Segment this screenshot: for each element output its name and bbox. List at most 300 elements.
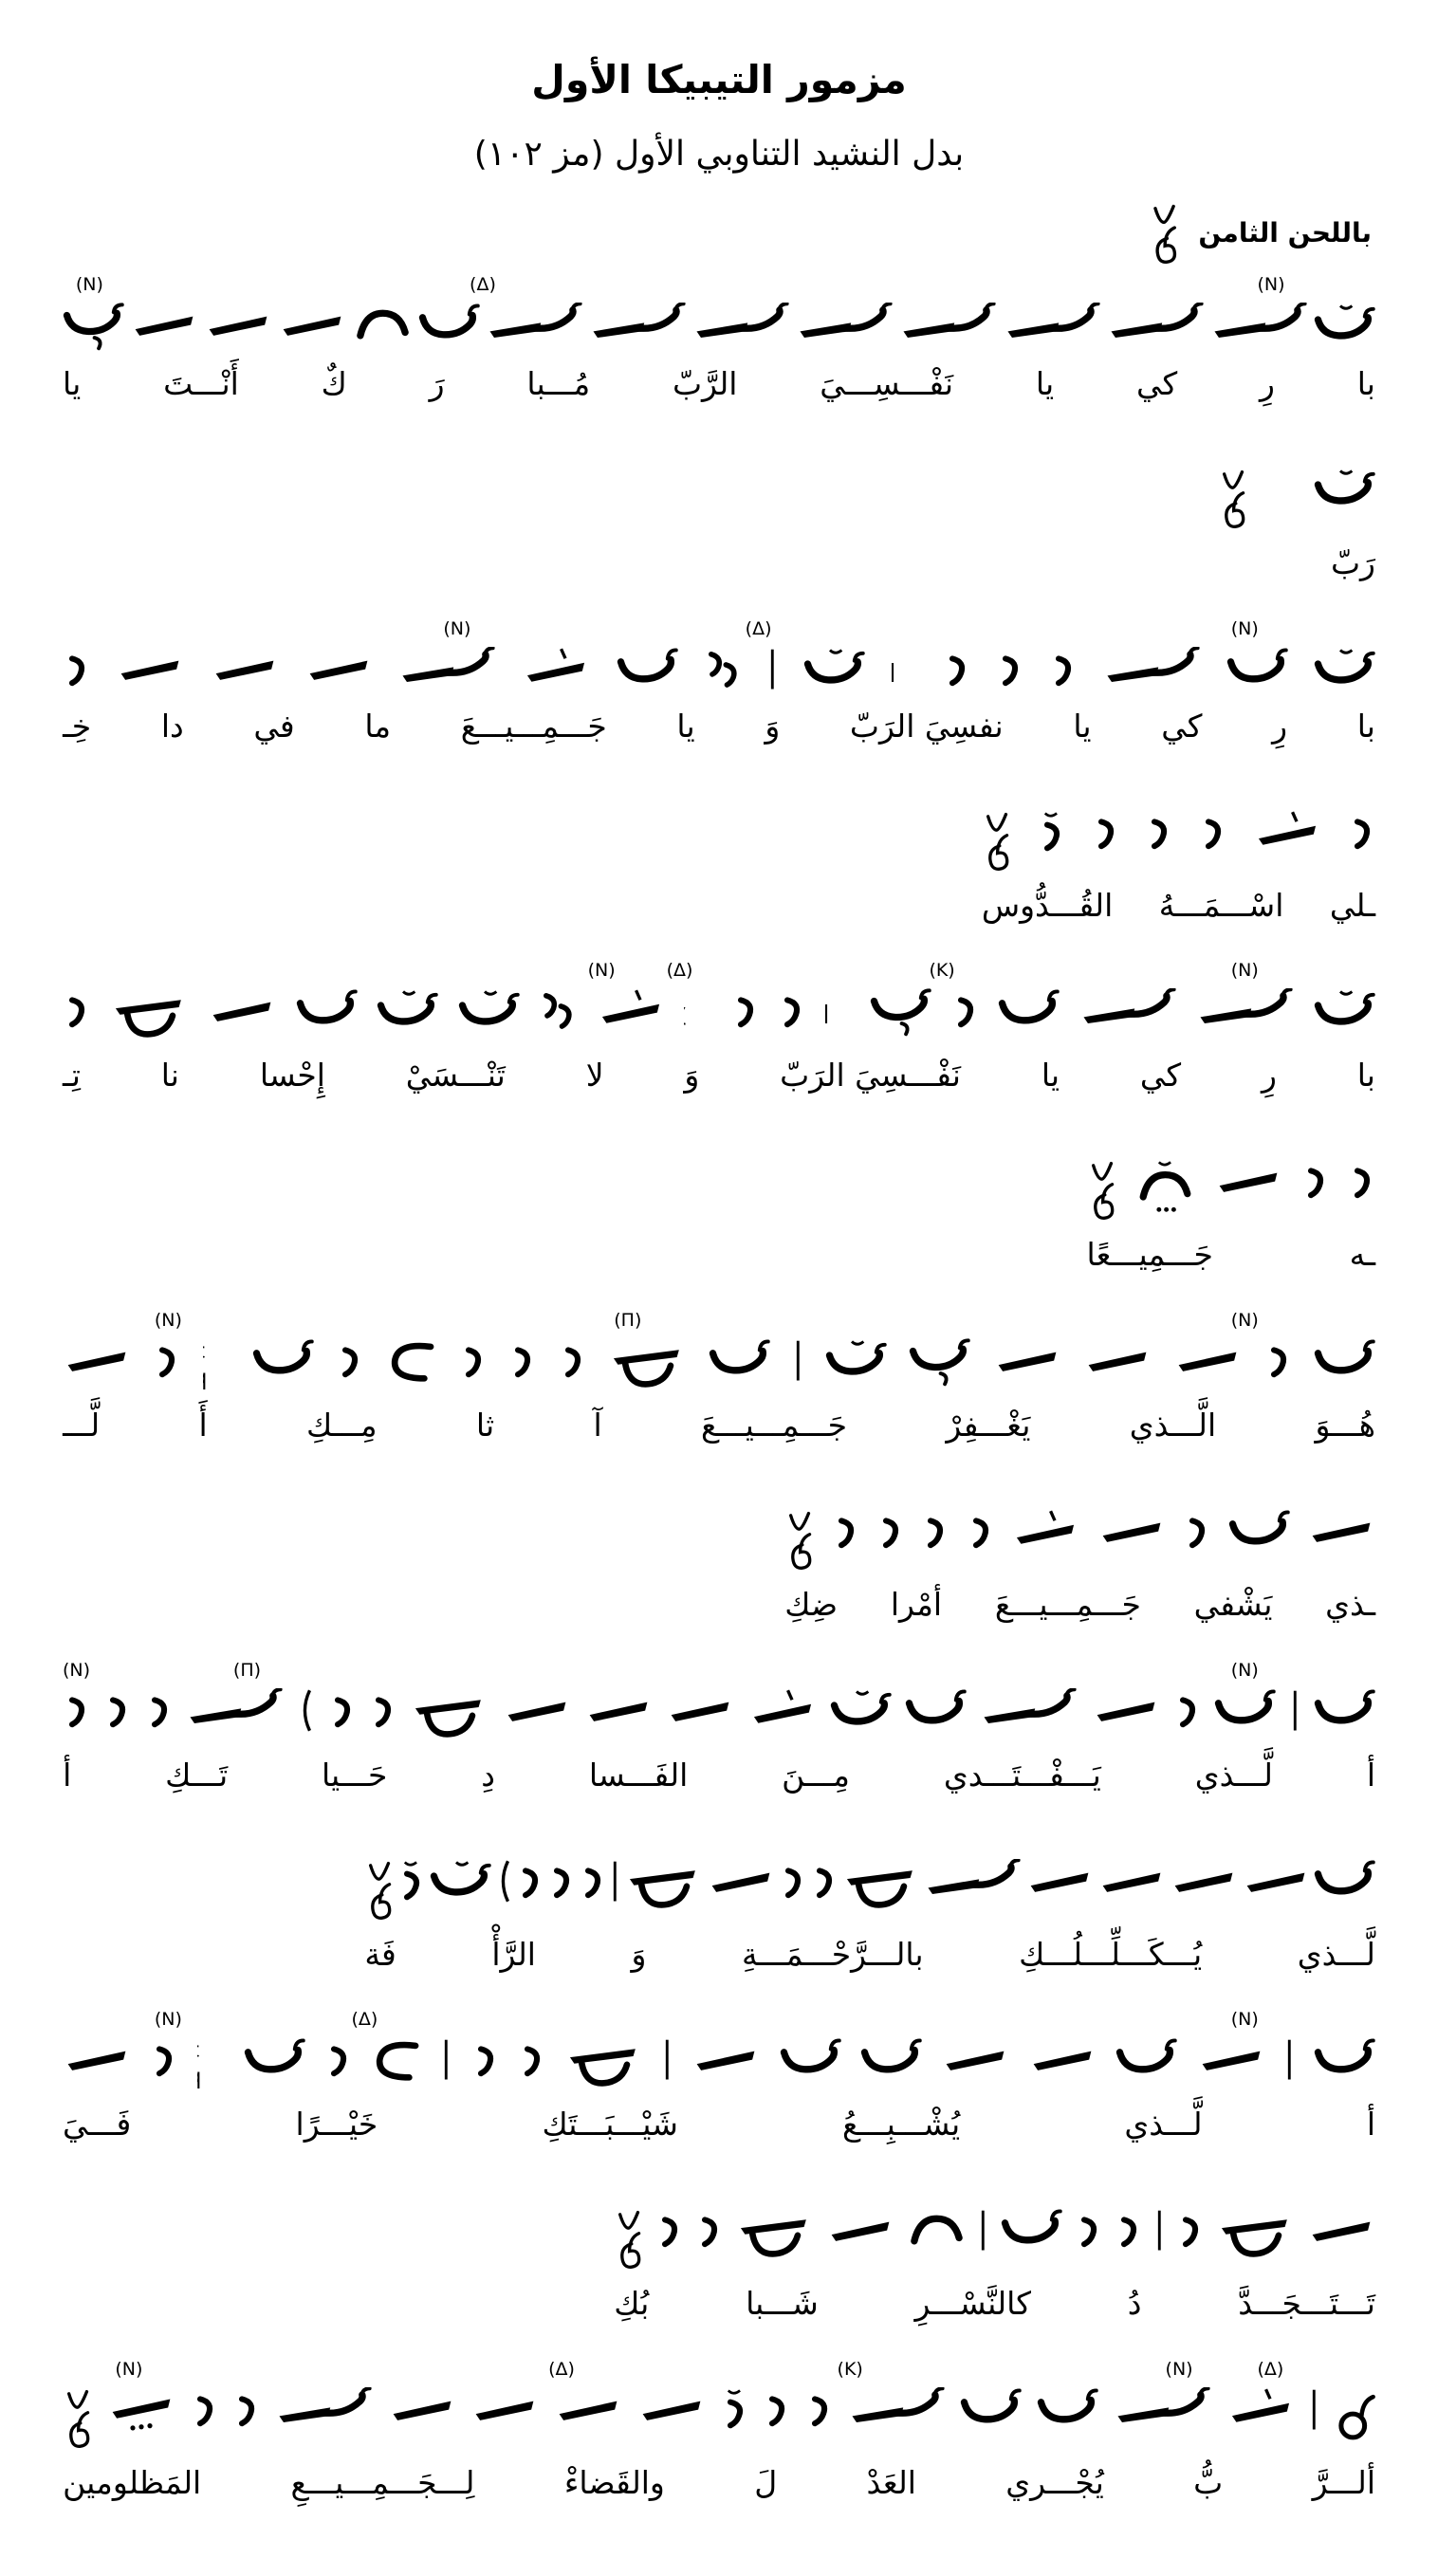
neume-bar-icon — [1290, 1688, 1300, 1731]
lyric-syllable: بُكِ — [614, 2285, 650, 2323]
martyria-label: (N) — [1230, 1659, 1259, 1681]
neume-row — [784, 1509, 1375, 1574]
neume-pt-icon — [244, 2037, 305, 2080]
neume-ap-icon — [876, 1509, 904, 1552]
neume-pt-icon — [998, 988, 1060, 1031]
neume-pi-icon — [398, 647, 496, 690]
neume-row — [1087, 1159, 1375, 1224]
neume-ison-icon — [584, 1688, 653, 1731]
lyric-syllable: مُـــبا — [526, 365, 591, 402]
martyria-label: (N) — [443, 617, 471, 639]
lyric-syllable: رِ — [1261, 1057, 1277, 1095]
neume-endm-icon — [614, 2208, 643, 2273]
music-system — [784, 1481, 1375, 1628]
neume-paren-icon — [495, 1859, 512, 1904]
lyric-syllable: لَّـــذي — [1124, 2106, 1203, 2144]
neume-isd-icon — [107, 2387, 175, 2437]
music-system — [364, 1831, 1375, 1978]
lyric-line — [614, 2281, 1375, 2327]
neume-ison-icon — [1170, 1859, 1238, 1902]
neume-ison-icon — [1307, 1509, 1375, 1552]
neume-ison-icon — [63, 1338, 131, 1381]
lyric-syllable: ألـــرَّ — [1312, 2464, 1375, 2502]
neume-pt-icon — [1115, 2037, 1177, 2080]
neume-ptk-icon — [830, 1688, 892, 1731]
lyric-syllable: لَّـــذي — [1297, 1935, 1375, 1973]
neume-el-icon — [907, 2208, 967, 2251]
music-systems — [63, 274, 1375, 2506]
lyric-syllable: ـلي — [1329, 886, 1375, 924]
neume-ap-icon — [471, 2037, 499, 2080]
neume-endm-icon — [1218, 468, 1247, 533]
neume-pta-icon — [870, 988, 931, 1040]
lyric-line — [63, 2102, 1375, 2147]
neume-ptk-icon — [1314, 468, 1375, 510]
lyric-syllable: يا — [676, 707, 695, 745]
neume-bar-icon — [662, 2037, 673, 2080]
neume-ap-icon — [655, 2208, 683, 2251]
neume-staff — [63, 2009, 1375, 2094]
neume-ison-icon — [941, 2037, 1009, 2080]
neume-ap-icon — [832, 1509, 859, 1552]
neume-endm-icon — [63, 2387, 92, 2453]
lyric-syllable: العَدْ — [866, 2464, 916, 2502]
lyric-syllable: مِـــنَ — [782, 1756, 850, 1794]
neume-pi-icon — [848, 2387, 946, 2430]
neume-ap-icon — [1075, 2208, 1102, 2251]
neume-deep-icon — [410, 1688, 489, 1745]
neume-row — [63, 988, 1375, 1045]
lyric-line — [63, 361, 1375, 407]
neume-ptk-icon — [825, 1338, 887, 1381]
neume-pi-icon — [692, 303, 790, 345]
lyric-syllable: يا — [1035, 365, 1055, 402]
neume-pt-icon — [1226, 647, 1288, 690]
neume-apk-icon — [397, 1859, 425, 1904]
lyric-syllable: لَّـــذي — [1194, 1756, 1273, 1794]
lyric-syllable: بُّ — [1193, 2464, 1224, 2502]
neume-pi-icon — [1079, 988, 1177, 1031]
neume-pta-icon — [909, 1338, 970, 1389]
lyric-syllable: با — [1356, 365, 1375, 402]
neume-bar-icon — [793, 1338, 803, 1381]
neume-ap-icon — [145, 1688, 173, 1731]
neume-pt-icon — [1228, 1509, 1290, 1552]
neume-ap-icon — [1199, 810, 1226, 853]
lyric-syllable: أ — [1366, 1756, 1375, 1794]
neume-pi-icon — [486, 303, 583, 345]
martyria-label: (N) — [1257, 274, 1285, 295]
neume-ison-icon — [1242, 1859, 1310, 1902]
lyric-syllable: يَغْـــفِرْ — [946, 1407, 1031, 1444]
lyric-syllable: لا — [585, 1057, 604, 1095]
neume-ap-icon — [191, 2387, 218, 2430]
neume-row — [63, 303, 1375, 354]
martyria-label: (N) — [1230, 2009, 1259, 2031]
neume-ap-icon — [1348, 810, 1375, 853]
lyric-syllable: يُشْـــبِـــعُ — [842, 2106, 961, 2144]
music-system — [63, 1660, 1375, 1798]
neume-staff — [63, 1310, 1375, 1395]
neume-ison-icon — [1097, 1859, 1166, 1902]
martyria-label: (Δ) — [666, 960, 693, 982]
martyria-label: (N) — [115, 2359, 143, 2381]
music-system — [63, 618, 1375, 749]
lyric-syllable: الرَّأْ — [491, 1935, 536, 1973]
martyria-label: (Δ) — [745, 617, 772, 639]
lyric-syllable: جَـــمِـــيـــعَ — [460, 707, 607, 745]
neume-ap-icon — [508, 1338, 536, 1381]
lyric-syllable: دا — [160, 707, 184, 745]
music-system — [63, 960, 1375, 1098]
neume-deep-icon — [564, 2037, 643, 2094]
subtitle: بدل النشيد التناوبي الأول (مز ١٠٢) — [473, 135, 965, 174]
neume-ptk-icon — [458, 988, 520, 1031]
neume-ap-icon — [232, 2387, 260, 2430]
neume-pi-icon — [1210, 303, 1308, 345]
music-system — [1218, 439, 1375, 586]
neume-deep-icon — [110, 988, 189, 1045]
neume-pt-icon — [617, 647, 678, 690]
lyric-syllable: جَـــمِيـــعًا — [1086, 1236, 1213, 1274]
neume-ison-icon — [304, 647, 373, 690]
neume-bar-icon — [1154, 2208, 1165, 2251]
neume-ison-icon — [1173, 1338, 1242, 1381]
neume-el-icon — [353, 303, 413, 345]
neume-endm-icon — [364, 1859, 394, 1924]
neume-apk-icon — [721, 2387, 748, 2432]
lyric-line — [364, 1932, 1375, 1978]
neume-pt-icon — [1314, 2037, 1375, 2080]
lyric-syllable: فَة — [364, 1935, 396, 1973]
neume-staff — [982, 782, 1375, 875]
tone-label: باللحن الثامن — [1198, 217, 1372, 248]
lyric-syllable: بالـــرَّحْـــمَـــةِ — [741, 1935, 924, 1973]
lyric-syllable: يُـــكَـــلِّـــلُـــكِ — [1019, 1935, 1203, 1973]
neume-ap-icon — [324, 2037, 352, 2080]
neume-pi-icon — [796, 303, 894, 345]
neume-ison-icon — [637, 2387, 706, 2430]
neume-staff — [1087, 1131, 1375, 1224]
neume-pta-icon — [63, 303, 124, 354]
neume-ap-icon — [1049, 647, 1077, 690]
martyria-label: (Π) — [614, 1310, 642, 1332]
neume-ison-icon — [204, 303, 272, 345]
music-system — [63, 2359, 1375, 2506]
lyric-syllable: أَ — [198, 1407, 208, 1444]
neume-row — [614, 2208, 1375, 2273]
neume-row — [63, 1338, 1375, 1395]
lyric-line — [63, 1403, 1375, 1448]
lyric-syllable: جَـــمِـــيـــعَ — [701, 1407, 848, 1444]
neume-pt-icon — [296, 988, 358, 1031]
lyric-line — [1218, 541, 1375, 586]
lyric-syllable: وَ — [684, 1057, 700, 1095]
lyric-syllable: رَبّ — [1330, 543, 1375, 581]
neume-isk-icon — [597, 988, 665, 1035]
lyric-line — [784, 1582, 1375, 1628]
neume-bar-icon — [610, 1859, 620, 1902]
neume-row — [63, 647, 1375, 696]
lyric-syllable: نَفْـــسِـــيَ — [820, 365, 954, 402]
neume-bar-icon — [767, 647, 778, 690]
neume-row — [982, 810, 1375, 875]
neume-deep-icon — [624, 1859, 703, 1916]
lyric-syllable: القُـــدُّوس — [981, 886, 1114, 924]
lyric-syllable: الَّـــذي — [1129, 1407, 1217, 1444]
neume-pt-icon — [1037, 2387, 1098, 2430]
neume-ap-icon — [1183, 1509, 1210, 1552]
lyric-syllable: شَـــبا — [746, 2285, 819, 2323]
neume-ap-icon — [951, 988, 979, 1031]
neume-deep-icon — [608, 1338, 687, 1395]
lyric-syllable: وَ — [631, 1935, 647, 1973]
music-system — [63, 274, 1375, 407]
neume-pt-icon — [905, 1688, 967, 1731]
lyric-syllable: أ — [63, 1756, 72, 1794]
neume-pi-icon — [1103, 647, 1201, 690]
lyric-syllable: ـه — [1349, 1236, 1375, 1274]
neume-row — [364, 1859, 1375, 1924]
neume-deep-icon — [841, 1859, 920, 1916]
neume-apk-icon — [1038, 810, 1065, 855]
neume-ap-icon — [805, 2387, 833, 2430]
neume-pt-icon — [252, 1338, 314, 1381]
lyric-syllable: يا — [1073, 707, 1092, 745]
neume-ap-icon — [150, 2037, 177, 2080]
neume-elk-icon — [1135, 1159, 1195, 1216]
lyric-syllable: كٌ — [321, 365, 347, 402]
neume-ap-icon — [63, 988, 90, 1031]
lyric-syllable: وَ — [765, 707, 781, 745]
neume-ison-icon — [1092, 1688, 1160, 1731]
lyric-syllable: خَيْـــرًا — [295, 2106, 378, 2144]
lyric-syllable: ثا — [475, 1407, 495, 1444]
neume-ison-icon — [1097, 1509, 1166, 1552]
neume-ison-icon — [63, 2037, 131, 2080]
lyric-syllable: نفسِيَ الرَبّ — [849, 707, 1004, 745]
neume-piq-icon — [197, 2037, 225, 2090]
neume-ap-icon — [1092, 810, 1119, 853]
neume-ap-icon — [1145, 810, 1172, 853]
lyric-syllable: الرَّبّ — [672, 365, 738, 402]
lyric-syllable: يُجْـــري — [1005, 2464, 1104, 2502]
lyric-syllable: كالنَّسْـــرِ — [914, 2285, 1031, 2323]
neume-row — [63, 1688, 1375, 1745]
lyric-syllable: اسْـــمَـــهُ — [1158, 886, 1284, 924]
neume-ap-icon — [921, 1509, 949, 1552]
neume-ptk-icon — [1314, 303, 1375, 345]
neume-ap-icon — [779, 1859, 806, 1902]
neume-pt-icon — [780, 2037, 841, 2080]
music-system — [982, 782, 1375, 929]
neume-pi-icon — [275, 2387, 373, 2430]
neume-ison-icon — [1214, 1159, 1282, 1202]
neume-ap-icon — [1115, 2208, 1142, 2251]
neume-bigc-icon — [371, 2037, 422, 2084]
martyria-label: (N) — [75, 274, 103, 295]
neume-pi-icon — [980, 1688, 1078, 1731]
neume-deep-icon — [735, 2208, 814, 2265]
neume-endm-icon — [982, 810, 1011, 875]
neume-isk-icon — [1226, 2387, 1295, 2434]
martyria-label: (N) — [154, 2009, 182, 2031]
music-system — [1087, 1131, 1375, 1278]
neume-ison-icon — [1025, 1859, 1094, 1902]
neume-ison-icon — [993, 1338, 1061, 1381]
lyric-syllable: رَ — [429, 365, 445, 402]
neume-ap-icon — [518, 2037, 545, 2080]
neume-pt-icon — [709, 1338, 770, 1381]
neume-staff — [63, 618, 1375, 696]
neume-ison-icon — [826, 2208, 894, 2251]
neume-pt-icon — [1001, 2208, 1062, 2251]
neume-chi-icon — [684, 988, 711, 1031]
neume-ison-icon — [388, 2387, 456, 2430]
neume-ptk-icon — [1314, 647, 1375, 690]
lyric-syllable: ما — [364, 707, 392, 745]
lyric-line — [982, 883, 1375, 929]
martyria-label: (K) — [929, 960, 955, 982]
neume-endm-icon — [784, 1509, 814, 1574]
music-system — [63, 2009, 1375, 2147]
lyric-syllable: جَـــمِـــيـــعَ — [994, 1585, 1141, 1623]
neume-ap-icon — [1348, 1159, 1375, 1202]
neume-ap-icon — [967, 1509, 994, 1552]
lyric-line — [63, 704, 1375, 749]
lyric-syllable: با — [1356, 707, 1375, 745]
neume-ison-icon — [691, 2037, 760, 2080]
neume-bar-icon — [441, 2037, 452, 2080]
neume-staff — [63, 1660, 1375, 1745]
neume-ison-icon — [1083, 1338, 1152, 1381]
lyric-syllable: فَـــيَ — [63, 2106, 132, 2144]
lyric-line — [63, 1053, 1375, 1098]
neume-ison-icon — [503, 1688, 571, 1731]
lyric-syllable: أ — [1366, 2106, 1375, 2144]
neume-ison-icon — [1307, 2208, 1375, 2251]
neume-pi-icon — [1004, 303, 1101, 345]
lyric-syllable: تَـــكِ — [165, 1756, 229, 1794]
lyric-syllable: دِ — [481, 1756, 495, 1794]
lyric-syllable: أَنْـــتَ — [163, 365, 239, 402]
neume-ap-icon — [103, 1688, 131, 1731]
neume-ap-icon — [1264, 1338, 1292, 1381]
lyric-syllable: يا — [1041, 1057, 1060, 1095]
neume-endm-icon — [1087, 1159, 1116, 1224]
tone-heading — [63, 202, 1372, 272]
neume-pt-icon — [1314, 1688, 1375, 1731]
neume-ap-icon — [1301, 1159, 1329, 1202]
neume-pi-icon — [1107, 303, 1205, 345]
neume-ap-icon — [63, 647, 90, 690]
neume-ptk-icon — [430, 1859, 491, 1902]
martyria-label: (Δ) — [1257, 2359, 1284, 2381]
neume-pt-icon — [1314, 1338, 1375, 1381]
neume-pi-icon — [899, 303, 997, 345]
lyric-syllable: كي — [1161, 707, 1203, 745]
lyric-syllable: والقَضاءْ — [563, 2464, 665, 2502]
neume-paren-icon — [297, 1688, 314, 1733]
lyric-syllable: خِـ — [63, 707, 92, 745]
neume-ap-icon — [1173, 1688, 1201, 1731]
neume-ap-icon — [336, 1338, 363, 1381]
neume-bar-icon — [978, 2208, 988, 2251]
neume-bigc-icon — [386, 1338, 437, 1385]
music-system — [63, 1310, 1375, 1448]
martyria-label: (Π) — [232, 1659, 262, 1681]
neume-row — [63, 2387, 1375, 2453]
neume-deep-icon — [1216, 2208, 1295, 2265]
martyria-label: (N) — [1230, 1310, 1259, 1332]
lyric-syllable: هُـــوَ — [1315, 1407, 1375, 1444]
neume-bar-icon — [1284, 2037, 1295, 2080]
neume-qloop-icon — [1335, 2387, 1375, 2447]
neume-row — [1218, 468, 1375, 533]
lyric-syllable: الفَـــسا — [588, 1756, 689, 1794]
lyric-syllable: نَفْـــسِيَ الرَبّ — [780, 1057, 961, 1095]
neume-ap-icon — [516, 1859, 544, 1902]
neume-ap-icon — [328, 1688, 356, 1731]
neume-ison-icon — [208, 988, 276, 1031]
martyria-label: (N) — [1230, 617, 1259, 639]
lyric-line — [63, 1753, 1375, 1798]
neume-staff — [614, 2180, 1375, 2273]
neume-pt-icon — [860, 2037, 922, 2080]
martyria-label: (N) — [154, 1310, 182, 1332]
neume-ap-icon — [579, 1859, 606, 1902]
neume-staff — [63, 960, 1375, 1045]
lyric-syllable: يَشْفي — [1193, 1585, 1273, 1623]
neume-row — [63, 2037, 1375, 2094]
lyric-syllable: لَّـــ — [63, 1407, 101, 1444]
lyric-syllable: آ — [593, 1407, 602, 1444]
lyric-syllable: رِ — [1272, 707, 1288, 745]
neume-staff — [364, 1831, 1375, 1924]
lyric-syllable: يا — [63, 365, 82, 402]
neume-staff — [63, 2359, 1375, 2453]
neume-pt-icon — [418, 303, 480, 345]
neume-ison-icon — [666, 1688, 734, 1731]
lyric-line — [1087, 1232, 1375, 1278]
neume-pi-icon — [1114, 2387, 1211, 2430]
neume-isk-icon — [522, 647, 590, 693]
neume-ap-icon — [547, 1859, 575, 1902]
lyric-syllable: إِحْسا — [259, 1057, 325, 1095]
neume-ap-icon — [369, 1688, 396, 1731]
music-system — [614, 2180, 1375, 2327]
lyric-syllable: ـذي — [1325, 1585, 1375, 1623]
lyric-syllable: لَ — [754, 2464, 778, 2502]
neume-ap-icon — [810, 1859, 838, 1902]
neume-staff — [1218, 439, 1375, 533]
neume-hy-icon — [539, 988, 577, 1035]
neume-staff — [63, 274, 1375, 354]
neume-ap-icon — [1176, 2208, 1204, 2251]
page-title: مزمور التيبيكا الأول — [531, 57, 907, 102]
martyria-label: (N) — [587, 960, 616, 982]
neume-ap-icon — [731, 988, 759, 1031]
martyria-label: (Δ) — [351, 2009, 378, 2031]
lyric-syllable: يَـــفْـــتَـــدي — [943, 1756, 1101, 1794]
neume-ison-icon — [130, 303, 198, 345]
neume-q-icon — [892, 647, 917, 690]
neume-ap-icon — [695, 2208, 723, 2251]
neume-pt-icon — [1314, 1859, 1375, 1902]
lyric-syllable: في — [253, 707, 295, 745]
neume-pi-icon — [589, 303, 687, 345]
lyric-syllable: تَنْـــسَيْ — [405, 1057, 506, 1095]
